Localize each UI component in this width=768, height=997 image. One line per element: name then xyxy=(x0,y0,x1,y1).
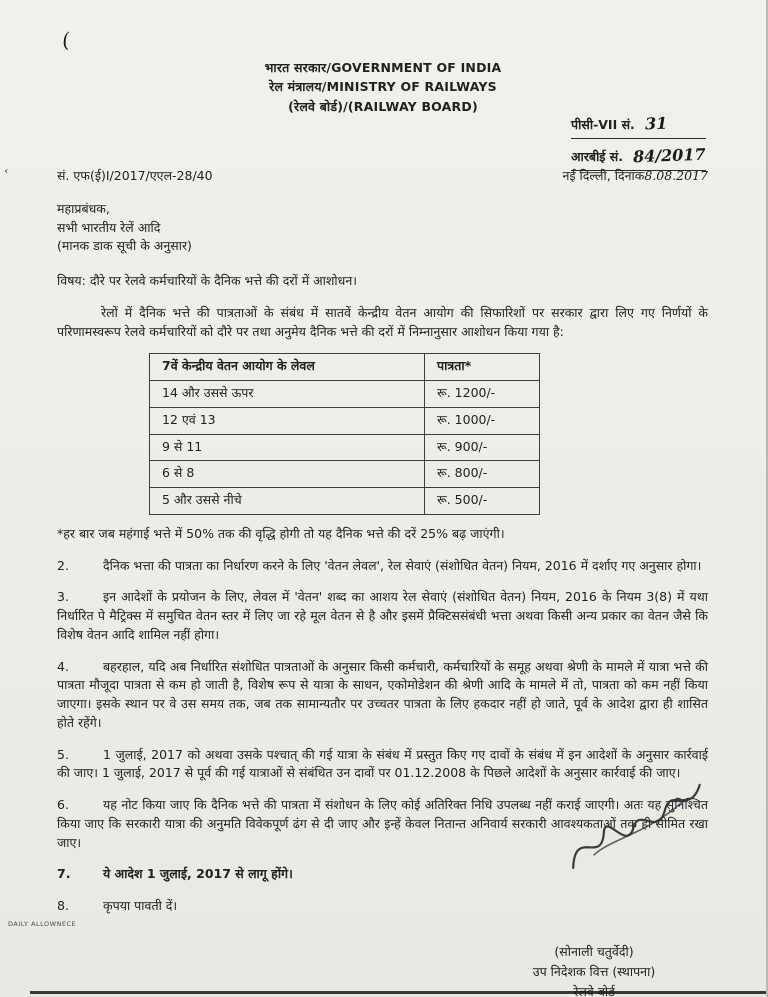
addressee-line-1: महाप्रबंधक, xyxy=(57,200,110,216)
letterhead-board-line: (रेलवे बोर्ड)/(RAILWAY BOARD) xyxy=(288,98,478,114)
addressee-line-3: (मानक डाक सूची के अनुसार) xyxy=(57,238,192,254)
table-row xyxy=(150,407,540,434)
paragraph-number: 4. xyxy=(57,658,69,674)
paragraph-number: 3. xyxy=(57,589,69,605)
table-cell-level: 6 से 8 xyxy=(150,461,425,488)
signature-block xyxy=(484,942,704,997)
paragraph-number: 2. xyxy=(57,557,69,573)
rbe-value-handwritten: 84/2017 xyxy=(633,144,707,167)
date-value-handwritten: 8.08.2017 xyxy=(644,168,708,183)
rbe-label: आरबीई सं. xyxy=(571,149,623,165)
signatory-organisation xyxy=(484,982,704,997)
scan-artifact-bottom-line xyxy=(30,991,766,994)
table-cell-amount: रू. 500/- xyxy=(425,488,540,515)
table-cell-level: 9 से 11 xyxy=(150,434,425,461)
scan-edge-mark: ‹ xyxy=(2,165,10,178)
daily-allowance-rates-table xyxy=(149,353,540,515)
place-and-date xyxy=(563,167,709,186)
paragraph-5 xyxy=(57,746,708,784)
signatory-name: (सोनाली चतुर्वेदी) xyxy=(554,943,634,959)
paragraph-text: इन आदेशों के प्रयोजन के लिए, लेवल में 'वेतन' शब्द का आशय रेल सेवाएं (संशोधित वेतन) नियम, 2016 के नियम 3(8) में यथा निर्धारित पे मैट्रिक्स में समुचित वेतन स्तर में लिए जा रहे मूल वेतन से है और इसमें प्रैक्टिससंबंधी भत्ता अथवा किसी अन्य प्रकार का वेतन जैसे कि विशेष वेतन आदि शामिल नहीं होगा। xyxy=(57,589,708,642)
table-cell-amount: रू. 1000/- xyxy=(425,407,540,434)
letterhead xyxy=(0,58,766,116)
subject-label: विषय: xyxy=(57,273,86,288)
paragraph-text: बहरहाल, यदि अब निर्धारित संशोधित पात्रताओं के अनुसार किसी कर्मचारी, कर्मचारियों के समूह अथवा श्रेणी के मामले में यात्रा भत्ते की पात्रता मौजूदा पात्रता से कम हो जाती है, विशेष रूप से यात्रा के साधन, एकोमोडेशन की श्रेणी आदि के मामले में तो, पात्रता को कम नहीं किया जाएगा। इसके स्थान पर वे उस समय तक, जब तक सामान्यतौर पर उच्चतर पात्रता के लिए हकदार नहीं हो जाते, पूर्व के आदेश द्वारा ही शासित होते रहेंगे। xyxy=(57,658,708,730)
table-row xyxy=(150,381,540,408)
table-footnote: *हर बार जब महंगाई भत्ते में 50% तक की वृद्धि होगी तो यह दैनिक भत्ते की दरें 25% बढ़ जाएंगी। xyxy=(57,525,505,541)
table-header-row xyxy=(150,354,540,381)
letter-number: सं. एफ(ई)I/2017/एएल-28/40 xyxy=(57,168,213,183)
table-row xyxy=(150,488,540,515)
paragraph-text: यह नोट किया जाए कि दैनिक भत्ते की पात्रता में संशोधन के लिए कोई अतिरिक्त निधि उपलब्ध नहीं कराई जाएगी। अतः यह सुनिश्चित किया जाए कि सरकारी यात्रा की अनुमति विवेकपूर्ण ढंग से दी जाए और इन्हें केवल नितान्त अनिवार्य सरकारी आवश्यकताओं तक ही सीमित रखा जाए। xyxy=(57,797,708,850)
paragraph-number: 7. xyxy=(57,866,71,882)
paragraph-text: दैनिक भत्ता की पात्रता का निर्धारण करने के लिए 'वेतन लेवल', रेल सेवाएं (संशोधित वेतन) नियम, 2016 में दर्शाए गए अनुसार होगा। xyxy=(103,557,702,573)
paragraph-number: 5. xyxy=(57,746,69,762)
letterhead-government-line: भारत सरकार/GOVERNMENT OF INDIA xyxy=(264,60,502,75)
paragraph-8-acknowledge xyxy=(57,897,708,916)
pc-vii-number-line xyxy=(571,110,706,139)
paragraph-text: ये आदेश 1 जुलाई, 2017 से लागू होंगे। xyxy=(103,866,293,882)
intro-paragraph: रेलों में दैनिक भत्ते की पात्रताओं के संबंध में सातवें केन्द्रीय वेतन आयोग की सिफारिशों पर सरकार द्वारा लिए गए निर्णयों के परिणामस्वरूप रेलवे कर्मचारियों को दौरे पर तथा अनुमेय दैनिक भत्ते की दरों में निम्नानुसार आशोधन किया गया है: xyxy=(57,304,708,339)
pc-vii-label: पीसी-VII सं. xyxy=(571,117,635,132)
table-header-entitlement: पात्रता* xyxy=(425,354,540,381)
table-cell-amount: रू. 900/- xyxy=(425,434,540,461)
table-row xyxy=(150,461,540,488)
paragraph-3 xyxy=(57,588,708,644)
handwritten-paren-mark: ( xyxy=(60,27,72,53)
table-cell-level: 14 और उससे ऊपर xyxy=(150,381,425,408)
reference-numbers-block xyxy=(571,110,706,174)
paragraph-text: 1 जुलाई, 2017 को अथवा उसके पश्चात् की गई यात्रा के संबंध में प्रस्तुत किए गए दावों के संबंध में इन आदेशों के अनुसार कार्रवाई की जाए। 1 जुलाई, 2017 से पूर्व की गई यात्राओं से संबंधित उन दावों पर 01.12.2008 के पिछले आदेशों के अनुसार कार्रवाई की जाए। xyxy=(57,746,708,781)
paragraph-text: कृपया पावती दें। xyxy=(103,898,178,913)
table-header-level: 7वें केन्द्रीय वेतन आयोग के लेवल xyxy=(150,354,425,381)
place-date-label: नई दिल्ली, दिनांक xyxy=(562,168,645,183)
paragraph-number: 8. xyxy=(57,898,69,913)
addressee-line-2: सभी भारतीय रेलें आदि xyxy=(57,219,161,235)
table-row xyxy=(150,434,540,461)
subject-text: दौरे पर रेलवे कर्मचारियों के दैनिक भत्ते की दरों में आशोधन। xyxy=(89,273,358,288)
letterhead-ministry-line: रेल मंत्रालय/MINISTRY OF RAILWAYS xyxy=(269,79,497,95)
table-cell-level: 5 और उससे नीचे xyxy=(150,488,425,515)
table-cell-amount: रू. 1200/- xyxy=(425,381,540,408)
subject-line xyxy=(57,272,708,291)
paragraph-2 xyxy=(57,557,708,576)
signatory-title: उप निदेशक वित्त (स्थापना) xyxy=(532,963,656,979)
pc-vii-value-handwritten: 31 xyxy=(644,113,668,134)
footer-file-note: DAILY ALLOWNECE xyxy=(8,920,77,928)
table-cell-level: 12 एवं 13 xyxy=(150,407,425,434)
table-cell-amount: रू. 800/- xyxy=(425,461,540,488)
letter-number-and-date-row xyxy=(57,167,708,186)
paragraph-4 xyxy=(57,658,708,733)
paragraph-number: 6. xyxy=(57,797,69,812)
addressee-block xyxy=(57,200,708,256)
